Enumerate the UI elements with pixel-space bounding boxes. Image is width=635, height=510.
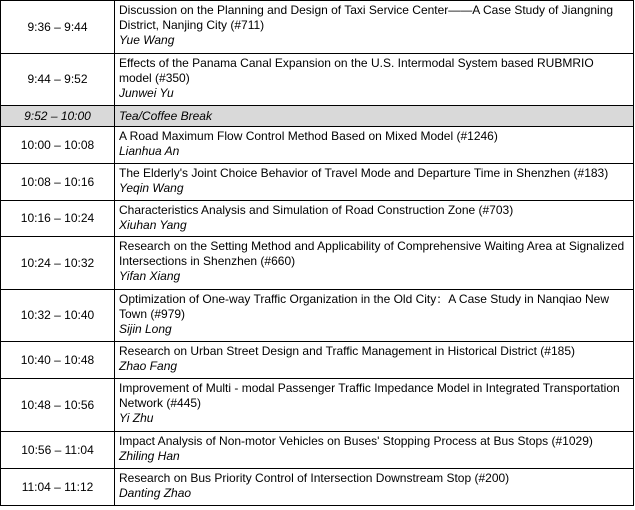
table-row [1,237,634,290]
session-cell [115,127,634,164]
break-time: 9:52 – 10:00 [1,106,115,127]
break-label: Tea/Coffee Break [115,106,634,127]
table-row [1,54,634,106]
session-time: 11:04 – 11:12 [1,469,115,506]
session-author: Yue Wang [119,33,175,47]
session-cell [115,164,634,201]
session-author: Yifan Xiang [119,269,181,283]
break-row [1,106,634,127]
session-cell [115,201,634,237]
session-time: 10:48 – 10:56 [1,379,115,432]
session-time: 10:00 – 10:08 [1,127,115,164]
session-cell [115,469,634,506]
session-title: Characteristics Analysis and Simulation of Road Construction Zone (#703) [119,203,514,217]
session-title: Improvement of Multi - modal Passenger Traffic Impedance Model in Integrated Transportation Network (#445) [119,381,620,410]
session-title: Research on the Setting Method and Applicability of Comprehensive Waiting Area at Signalized Intersections in Shenzhen (#660) [119,239,625,268]
session-cell [115,1,634,54]
session-time: 10:16 – 10:24 [1,201,115,237]
table-row [1,201,634,237]
session-cell [115,432,634,469]
session-cell [115,379,634,432]
session-title: Research on Urban Street Design and Traffic Management in Historical District (#185) [119,344,575,358]
session-time: 10:40 – 10:48 [1,342,115,379]
session-author: Yi Zhu [119,411,154,425]
session-author: Xiuhan Yang [119,218,187,232]
session-title: Optimization of One-way Traffic Organization in the Old City：A Case Study in Nanqiao New Town (#979) [119,292,610,321]
session-cell [115,342,634,379]
session-title: Effects of the Panama Canal Expansion on the U.S. Intermodal System based RUBMRIO model (#350) [119,56,594,85]
session-author: Lianhua An [119,144,180,158]
session-author: Junwei Yu [119,86,174,100]
session-author: Zhiling Han [119,449,180,463]
session-author: Danting Zhao [119,486,192,500]
session-title: A Road Maximum Flow Control Method Based on Mixed Model (#1246) [119,129,498,143]
table-row [1,290,634,342]
table-row [1,469,634,506]
session-cell [115,237,634,290]
table-row [1,342,634,379]
session-time: 9:44 – 9:52 [1,54,115,106]
session-author: Sijin Long [119,322,172,336]
table-row [1,432,634,469]
table-row [1,1,634,54]
session-time: 10:56 – 11:04 [1,432,115,469]
session-title: Discussion on the Planning and Design of Taxi Service Center——A Case Study of Jiangning District, Nanjing City (#711) [119,3,614,32]
session-time: 10:08 – 10:16 [1,164,115,201]
session-time: 9:36 – 9:44 [1,1,115,54]
session-time: 10:32 – 10:40 [1,290,115,342]
session-cell [115,54,634,106]
session-author: Zhao Fang [119,359,178,373]
session-title: Impact Analysis of Non-motor Vehicles on Buses' Stopping Process at Bus Stops (#1029) [119,434,593,448]
session-title: The Elderly's Joint Choice Behavior of Travel Mode and Departure Time in Shenzhen (#183) [119,166,609,180]
session-cell [115,290,634,342]
session-author: Yeqin Wang [119,181,184,195]
table-row [1,164,634,201]
table-row [1,379,634,432]
session-time: 10:24 – 10:32 [1,237,115,290]
session-title: Research on Bus Priority Control of Intersection Downstream Stop (#200) [119,471,510,485]
table-row [1,127,634,164]
